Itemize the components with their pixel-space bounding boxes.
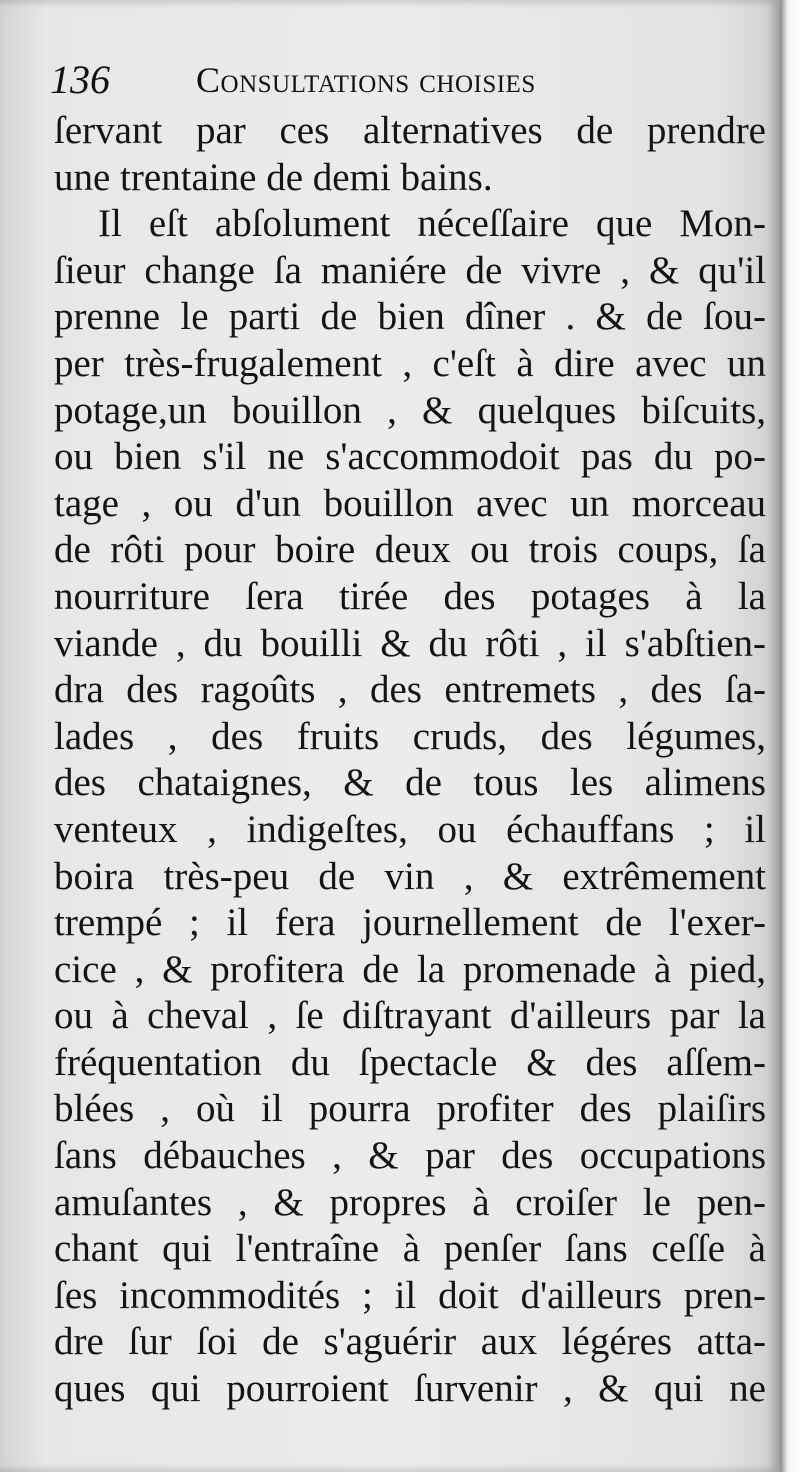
body-text [54, 108, 766, 1413]
text-line: per très-frugalement , c'eſt à dire avec un [54, 341, 766, 385]
text-line: potage,un bouillon , & quelques biſcuits, [54, 388, 766, 432]
text-line: amuſantes , & propres à croiſer le pen- [54, 1180, 766, 1224]
text-line: cice , & profitera de la promenade à pied, [54, 947, 766, 991]
text-line: lades , des fruits cruds, des légumes, [54, 714, 766, 758]
text-line: ſervant par ces alternatives de prendre [54, 109, 766, 152]
paragraph-1 [54, 108, 766, 201]
text-line: venteux , indigeſtes, ou échauffans ; il [54, 807, 766, 851]
text-line: ou bien s'il ne s'accommodoit pas du po- [54, 435, 766, 479]
text-line: des chataignes, & de tous les alimens [54, 761, 766, 805]
text-line: viande , du bouilli & du rôti , il s'abſtien- [54, 621, 766, 665]
text-line: ou à cheval , ſe diſtrayant d'ailleurs par la [54, 994, 766, 1038]
paragraph-2 [54, 201, 766, 1412]
text-line: nourriture ſera tirée des potages à la [54, 574, 766, 618]
text-line: une trentaine de demi bains. [54, 155, 493, 199]
text-line: blées , où il pourra profiter des plaiſirs [54, 1087, 766, 1131]
text-line: fréquentation du ſpectacle & des aſſem- [54, 1040, 766, 1084]
text-line: de rôti pour boire deux ou trois coups, ſa [54, 528, 766, 572]
text-line: ſans débauches , & par des occupations [54, 1134, 766, 1178]
text-line: dra des ragoûts , des entremets , des ſa- [54, 668, 766, 712]
text-line: ſes incommodités ; il doit d'ailleurs pren- [54, 1273, 766, 1317]
page-number: 136 [50, 57, 110, 102]
text-line: Il eſt abſolument néceſſaire que Mon- [98, 202, 766, 246]
text-line: tage , ou d'un bouillon avec un morceau [54, 481, 766, 525]
text-line: prenne le parti de bien dîner . & de ſou- [54, 295, 766, 339]
text-line: trempé ; il fera journellement de l'exer- [54, 901, 766, 945]
text-line: ſieur change ſa maniére de vivre , & qu'il [54, 248, 766, 292]
text-line: ques qui pourroient ſurvenir , & qui ne [54, 1367, 766, 1411]
page-edge [780, 0, 800, 1472]
page-header [50, 52, 750, 108]
text-line: dre ſur ſoi de s'aguérir aux légéres atta- [54, 1320, 766, 1364]
running-title: Consultations choisies [196, 60, 536, 100]
text-line: chant qui l'entraîne à penſer ſans ceſſe à [54, 1227, 766, 1271]
text-line: boira très-peu de vin , & extrêmement [54, 854, 766, 898]
